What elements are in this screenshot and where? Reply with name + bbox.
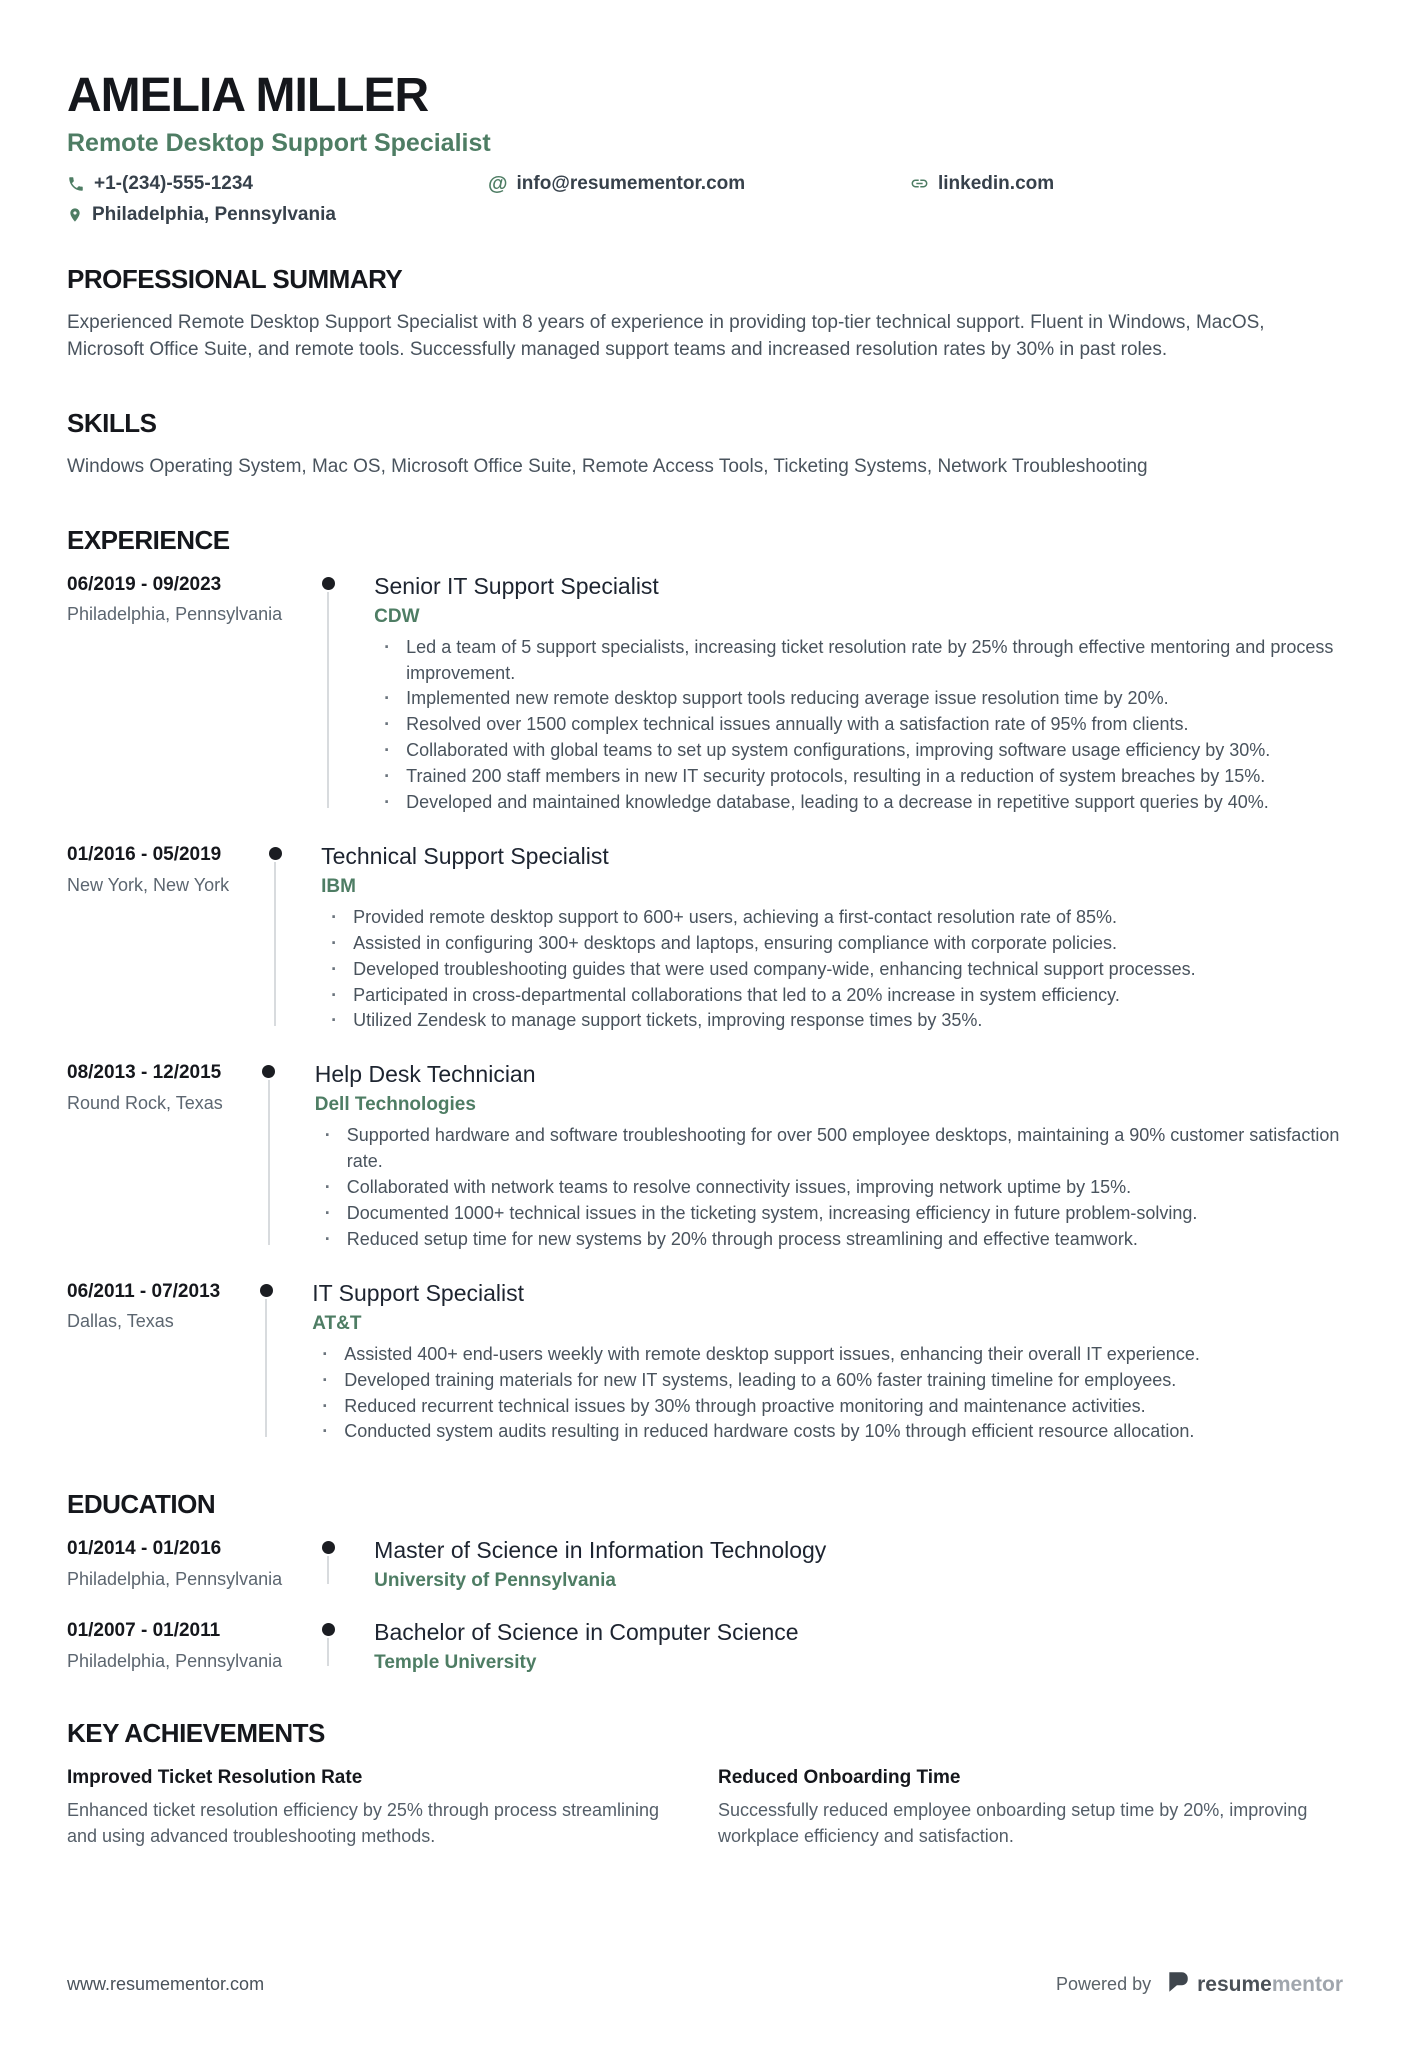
school-name: University of Pennsylvania xyxy=(374,1570,616,1592)
job-bullets xyxy=(374,635,1343,816)
job-bullet: · Developed troubleshooting guides that were used company-wide, enhancing technical support processes. xyxy=(321,957,1343,983)
job-title: Technical Support Specialist xyxy=(321,842,609,869)
education-entry xyxy=(67,1536,1343,1592)
location-text: Philadelphia, Pennsylvania xyxy=(92,203,336,225)
timeline-dot xyxy=(322,1623,335,1636)
phone-icon xyxy=(67,175,85,193)
experience-entry xyxy=(67,572,1343,816)
degree-title: Master of Science in Information Technology xyxy=(374,1537,827,1564)
contact-row-1 xyxy=(67,173,1343,195)
job-company: AT&T xyxy=(312,1312,362,1334)
job-location: New York, New York xyxy=(67,874,230,895)
timeline-line xyxy=(265,1299,267,1438)
resume-header xyxy=(67,70,1343,226)
job-bullet: · Utilized Zendesk to manage support tickets, improving response times by 35%. xyxy=(321,1008,1343,1034)
achievements-grid xyxy=(67,1767,1343,1849)
timeline xyxy=(282,1536,374,1592)
summary-section xyxy=(67,264,1343,364)
job-bullet: · Developed training materials for new IT systems, leading to a 60% faster training timeline for employees. xyxy=(312,1368,1343,1394)
job-bullet: · Supported hardware and software troubleshooting for over 500 employee desktops, maintaining a 90% customer satisfaction rate. xyxy=(315,1123,1343,1175)
timeline xyxy=(282,1618,374,1674)
email-contact xyxy=(488,173,910,195)
job-bullet: · Documented 1000+ technical issues in the ticketing system, increasing efficiency in future problem-solving. xyxy=(315,1201,1343,1227)
page-footer xyxy=(67,1849,1343,2000)
job-location: Dallas, Texas xyxy=(67,1311,174,1332)
timeline xyxy=(220,1279,312,1446)
timeline-line xyxy=(327,1556,329,1584)
timeline-dot xyxy=(260,1284,273,1297)
job-bullet: · Reduced setup time for new systems by 20% through process streamlining and effective teamwork. xyxy=(315,1227,1343,1253)
job-title: Help Desk Technician xyxy=(314,1061,536,1088)
education-dates: 01/2014 - 01/2016 xyxy=(67,1538,222,1560)
job-bullet: · Resolved over 1500 complex technical issues annually with a satisfaction rate of 95% from clients. xyxy=(374,712,1343,738)
job-company: Dell Technologies xyxy=(314,1094,476,1116)
skills-section xyxy=(67,408,1343,481)
job-bullet: · Trained 200 staff members in new IT security protocols, resulting in a reduction of system breaches by 15%. xyxy=(374,764,1343,790)
timeline-line xyxy=(327,592,329,808)
brand-light-text: mentor xyxy=(1271,1972,1343,1996)
timeline-dot xyxy=(322,577,335,590)
achievement-text: Enhanced ticket resolution efficiency by 25% through process streamlining and using advanced troubleshooting methods. xyxy=(67,1800,659,1846)
achievement-title: Improved Ticket Resolution Rate xyxy=(67,1767,363,1789)
job-dates: 08/2013 - 12/2015 xyxy=(67,1062,222,1084)
link-icon xyxy=(910,174,929,193)
job-dates: 06/2011 - 07/2013 xyxy=(67,1280,221,1302)
brand-bold-text: resume xyxy=(1197,1972,1272,1996)
job-bullet: · Conducted system audits resulting in reduced hardware costs by 10% through efficient resource allocation. xyxy=(312,1419,1343,1445)
achievement-text: Successfully reduced employee onboarding setup time by 20%, improving workplace efficiency and satisfaction. xyxy=(718,1800,1308,1846)
experience-entry xyxy=(67,1060,1343,1252)
education-dates: 01/2007 - 01/2011 xyxy=(67,1620,221,1642)
education-heading: EDUCATION xyxy=(67,1489,216,1520)
job-bullets xyxy=(315,1123,1343,1253)
education-section xyxy=(67,1489,1343,1674)
job-dates: 06/2019 - 09/2023 xyxy=(67,573,222,595)
location-pin-icon xyxy=(67,206,83,224)
person-name: AMELIA MILLER xyxy=(67,69,429,122)
experience-entries xyxy=(67,572,1343,1446)
job-company: CDW xyxy=(374,605,420,627)
education-location: Philadelphia, Pennsylvania xyxy=(67,1650,283,1671)
achievement-title: Reduced Onboarding Time xyxy=(718,1767,961,1789)
job-location: Philadelphia, Pennsylvania xyxy=(67,604,283,625)
job-title: Senior IT Support Specialist xyxy=(374,572,659,599)
job-bullet: · Assisted in configuring 300+ desktops and laptops, ensuring compliance with corporate policies. xyxy=(321,931,1343,957)
achievements-section xyxy=(67,1718,1343,1849)
location-contact xyxy=(67,204,336,226)
footer-website-link[interactable]: www.resumementor.com xyxy=(67,1974,265,1995)
phone-number[interactable]: +1-(234)-555-1234 xyxy=(94,172,253,194)
job-dates: 01/2016 - 05/2019 xyxy=(67,843,222,865)
achievement-item xyxy=(718,1767,1343,1849)
phone-contact xyxy=(67,173,488,195)
job-company: IBM xyxy=(321,875,356,897)
education-entries xyxy=(67,1536,1343,1674)
experience-section xyxy=(67,525,1343,1446)
email-address[interactable]: info@resumementor.com xyxy=(516,172,746,194)
experience-entry xyxy=(67,1279,1343,1446)
contact-row-2 xyxy=(67,204,1343,226)
job-bullet: · Collaborated with global teams to set up system configurations, improving software usage efficiency by 30%. xyxy=(374,738,1343,764)
person-job-title: Remote Desktop Support Specialist xyxy=(67,128,491,157)
achievement-item xyxy=(67,1767,692,1849)
resumementor-logo-icon xyxy=(1165,1969,1191,2000)
linkedin-url[interactable]: linkedin.com xyxy=(938,172,1055,194)
education-location: Philadelphia, Pennsylvania xyxy=(67,1568,283,1589)
job-bullets xyxy=(312,1342,1343,1446)
timeline xyxy=(229,842,321,1034)
experience-entry xyxy=(67,842,1343,1034)
skills-heading: SKILLS xyxy=(67,407,157,438)
degree-title: Bachelor of Science in Computer Science xyxy=(374,1619,799,1646)
timeline-dot xyxy=(269,847,282,860)
at-icon: @ xyxy=(488,172,508,195)
job-title: IT Support Specialist xyxy=(312,1279,524,1306)
summary-text: Experienced Remote Desktop Support Specialist with 8 years of experience in providing top-tier technical support. Fluent in Windows, MacOS, Microsoft Office Suite, and remote tools. Successfully managed support teams and increased resolution rates by 30% in past roles. xyxy=(67,311,1265,360)
resumementor-brand-link[interactable] xyxy=(1165,1969,1343,2000)
timeline-line xyxy=(268,1080,270,1244)
linkedin-contact xyxy=(910,173,1054,195)
skills-text: Windows Operating System, Mac OS, Microsoft Office Suite, Remote Access Tools, Ticketing Systems, Network Troubleshooting xyxy=(67,455,1148,477)
timeline-dot xyxy=(262,1065,275,1078)
achievements-heading: KEY ACHIEVEMENTS xyxy=(67,1718,325,1749)
timeline-line xyxy=(274,862,276,1026)
education-entry xyxy=(67,1618,1343,1674)
contact-info xyxy=(67,173,1343,226)
job-bullet: · Reduced recurrent technical issues by 30% through proactive monitoring and maintenance activities. xyxy=(312,1394,1343,1420)
job-bullet: · Implemented new remote desktop support tools reducing average issue resolution time by 20%. xyxy=(374,686,1343,712)
school-name: Temple University xyxy=(374,1652,537,1674)
job-bullet: · Led a team of 5 support specialists, increasing ticket resolution rate by 25% through effective mentoring and process improvement. xyxy=(374,635,1343,687)
job-location: Round Rock, Texas xyxy=(67,1093,223,1114)
job-bullet: · Assisted 400+ end-users weekly with remote desktop support issues, enhancing their overall IT experience. xyxy=(312,1342,1343,1368)
summary-heading: PROFESSIONAL SUMMARY xyxy=(67,263,403,294)
job-bullet: · Provided remote desktop support to 600+ users, achieving a first-contact resolution rate of 85%. xyxy=(321,905,1343,931)
experience-heading: EXPERIENCE xyxy=(67,524,230,555)
job-bullet: · Collaborated with network teams to resolve connectivity issues, improving network uptime by 15%. xyxy=(315,1175,1343,1201)
timeline-line xyxy=(327,1638,329,1666)
job-bullets xyxy=(321,905,1343,1035)
timeline xyxy=(223,1060,315,1252)
job-bullet: · Participated in cross-departmental collaborations that led to a 20% increase in system efficiency. xyxy=(321,983,1343,1009)
timeline xyxy=(282,572,374,816)
powered-by-label: Powered by xyxy=(1056,1974,1152,1995)
job-bullet: · Developed and maintained knowledge database, leading to a decrease in repetitive support queries by 40%. xyxy=(374,790,1343,816)
timeline-dot xyxy=(322,1541,335,1554)
